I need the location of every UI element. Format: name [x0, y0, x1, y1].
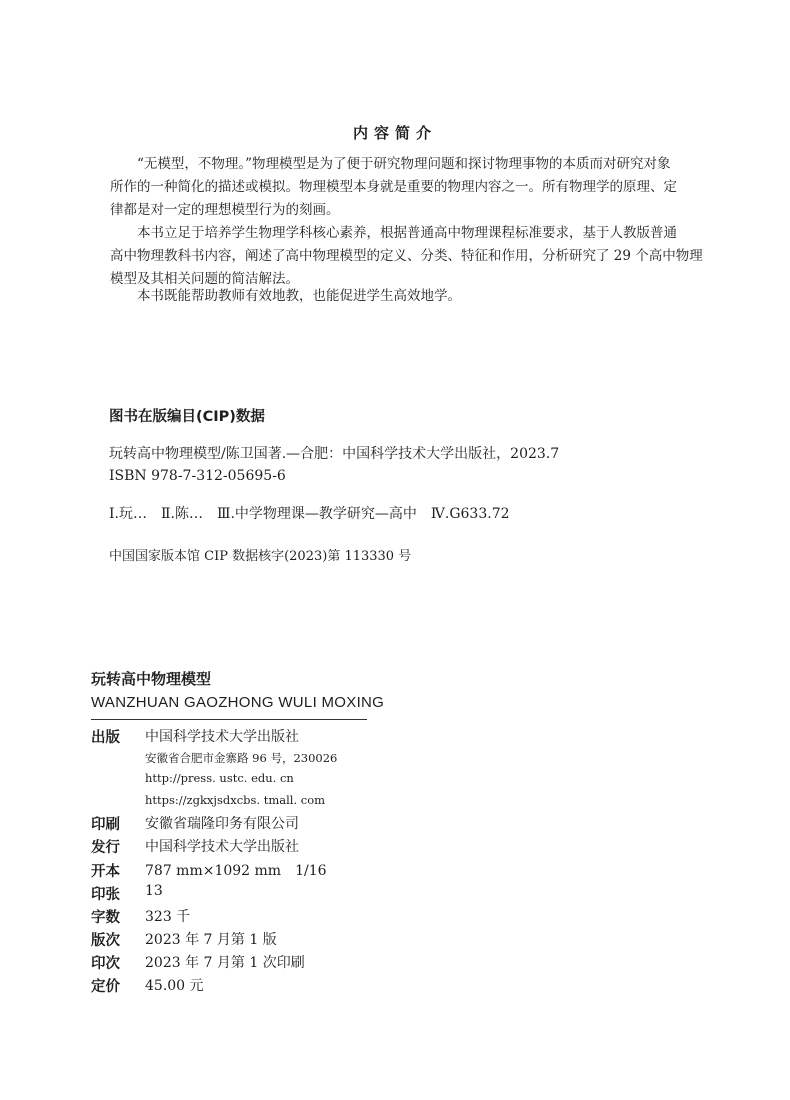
printed-sheets: 13: [145, 883, 163, 899]
words-label: 字数: [91, 910, 120, 926]
publisher-shop: https://zgkxjsdxcbs. tmall. com: [145, 793, 326, 807]
publisher-address: 安徽省合肥市金寨路 96 号，230026: [145, 751, 338, 765]
text-line: 高中物理教科书内容，阐述了高中物理模型的定义、分类、特征和作用，分析研究了 29 个高中物理: [110, 248, 703, 264]
text-line: 本书立足于培养学生物理学科核心素养，根据普通高中物理课程标准要求，基于人教版普通: [137, 225, 677, 241]
printing-label: 印次: [91, 956, 120, 972]
text-line: 所作的一种简化的描述或模拟。物理模型本身就是重要的物理内容之一。所有物理学的原理、定: [110, 179, 677, 195]
price: 45.00 元: [145, 978, 204, 994]
printing: 2023 年 7 月第 1 次印刷: [145, 955, 305, 971]
text-line: 本书既能帮助教师有效地教，也能促进学生高效地学。: [137, 288, 461, 304]
sheets-label: 印张: [91, 887, 120, 903]
book-pinyin-title: WANZHUAN GAOZHONG WULI MOXING: [91, 694, 385, 711]
cip-heading: 图书在版编目(CIP)数据: [109, 409, 265, 425]
intro-title: 内容简介: [352, 124, 437, 142]
cip-record-number: 中国国家版本馆 CIP 数据核字(2023)第 113330 号: [109, 549, 412, 564]
cip-bibliographic-line: 玩转高中物理模型/陈卫国著.—合肥：中国科学技术大学出版社，2023.7: [109, 446, 560, 462]
intro-paragraph-3: [110, 285, 461, 308]
text-line: 律都是对一定的理想模型行为的刻画。: [110, 202, 340, 218]
book-format: 787 mm×1092 mm 1/16: [145, 863, 327, 879]
cip-isbn: ISBN 978-7-312-05695-6: [109, 468, 286, 484]
format-label: 开本: [91, 864, 120, 880]
edition-label: 版次: [91, 933, 120, 949]
intro-paragraph-2: [110, 222, 703, 291]
word-count: 323 千: [145, 909, 191, 925]
publisher-label: 出版: [91, 730, 120, 746]
text-line: “无模型，不物理。”物理模型是为了便于研究物理问题和探讨物理事物的本质而对研究对象: [137, 156, 671, 172]
printer: 安徽省瑞隆印务有限公司: [145, 816, 299, 832]
book-title: 玩转高中物理模型: [91, 670, 212, 688]
price-label: 定价: [91, 979, 120, 995]
cip-classification: Ⅰ.玩… Ⅱ.陈… Ⅲ.中学物理课—教学研究—高中 Ⅳ.G633.72: [109, 506, 510, 522]
divider: [91, 719, 367, 720]
printer-label: 印刷: [91, 817, 120, 833]
publisher: 中国科学技术大学出版社: [145, 729, 299, 745]
distributor: 中国科学技术大学出版社: [145, 839, 299, 855]
publisher-website: http://press. ustc. edu. cn: [145, 771, 294, 785]
text-line: 模型及其相关问题的简洁解法。: [110, 271, 299, 287]
distributor-label: 发行: [91, 840, 120, 856]
edition: 2023 年 7 月第 1 版: [145, 932, 277, 948]
intro-paragraph-1: [110, 153, 677, 222]
